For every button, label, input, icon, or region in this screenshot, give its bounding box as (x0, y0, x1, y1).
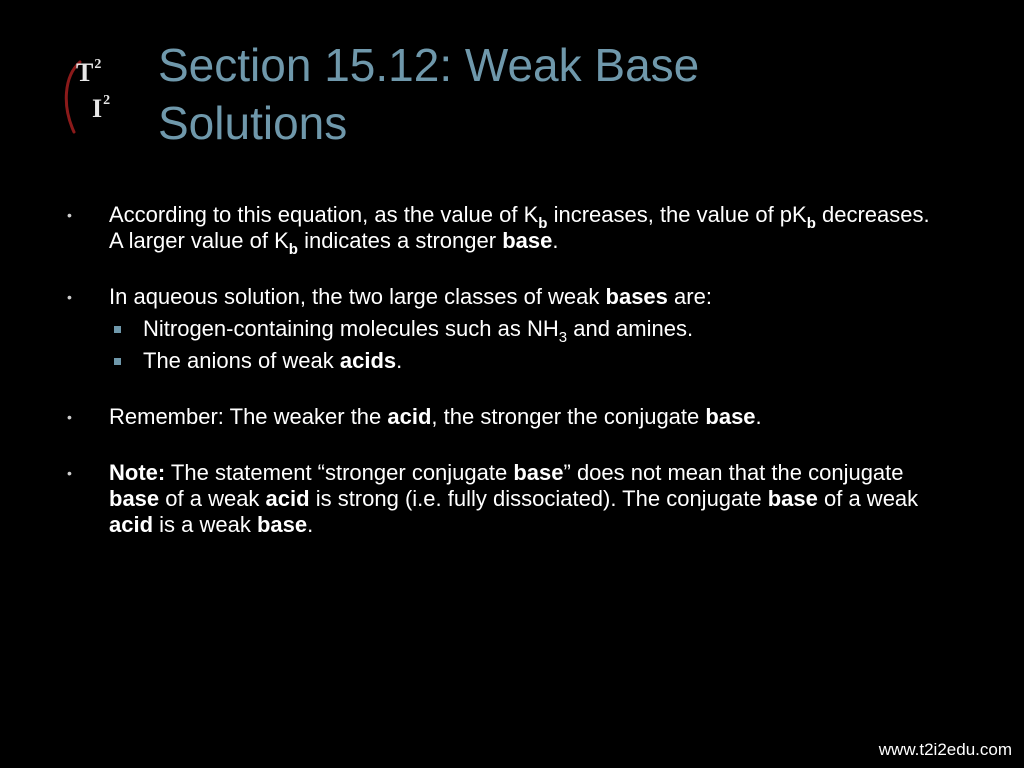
bullet-dot: • (67, 207, 72, 223)
bullet-dot: • (67, 289, 72, 305)
bullet-dot: • (67, 465, 72, 481)
square-bullet-icon (114, 326, 121, 333)
slide-body (64, 202, 944, 538)
bullet-kb-relationship: • According to this equation, as the value of $K_b$ increases, the value of $pK_b$ decreases. A larger value of $K_b$ indicates a stronger base. (67, 202, 930, 258)
logo-t2: $T^2$ (76, 57, 102, 87)
bullet-weak-base-classes: • In aqueous solution, the two large classes of weak bases are: (67, 284, 712, 309)
bullet-dot: • (67, 409, 72, 425)
footer-url: www.t2i2edu.com (878, 740, 1012, 759)
sub-bullet-nitrogen-molecules: Nitrogen-containing molecules such as $NH_3$ and amines. (64, 316, 944, 342)
sub-bullet-anions: The anions of weak acids. (64, 348, 944, 374)
bullet-note: • Note: The statement “stronger conjugate base” does not mean that the conjugate base of a weak acid is strong (i.e. fully dissociated). The conjugate base of a weak acid is a weak base. (67, 460, 919, 537)
logo-i2: $I^2$ (92, 93, 111, 123)
bullet-remember: • Remember: The weaker the acid, the stronger the conjugate base. (67, 404, 762, 429)
slide-title: Section 15.12: Weak Base Solutions (158, 39, 700, 149)
t2i2-logo (58, 48, 138, 138)
square-bullet-icon (114, 358, 121, 365)
